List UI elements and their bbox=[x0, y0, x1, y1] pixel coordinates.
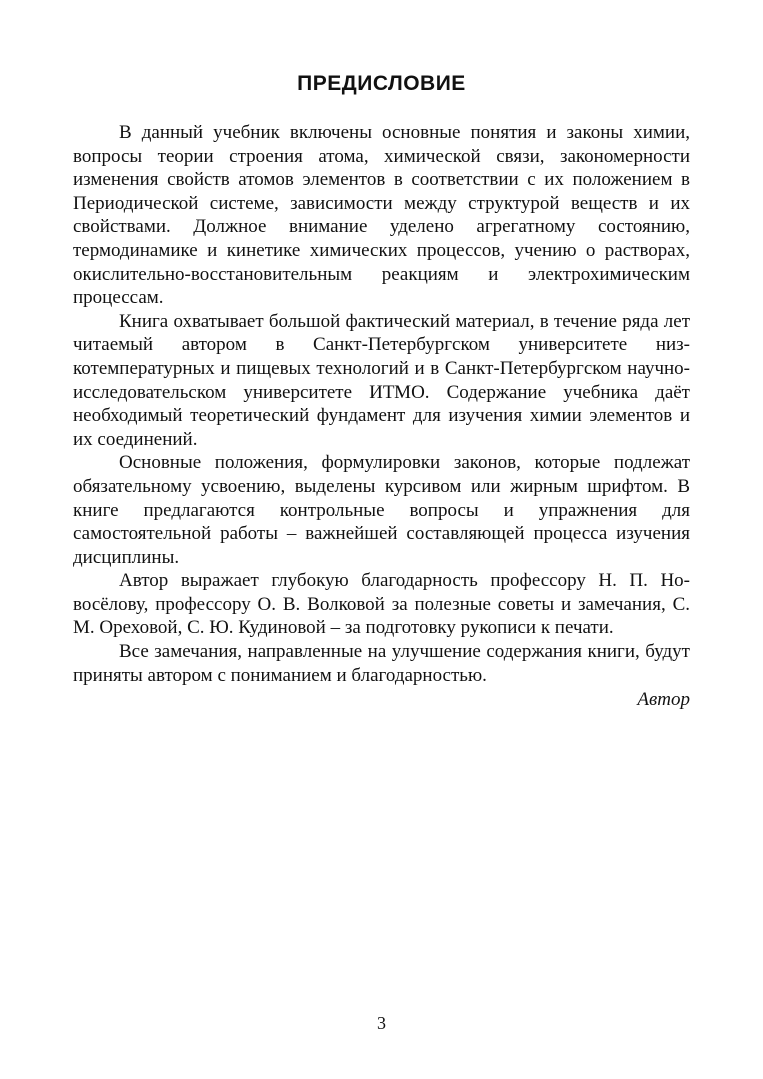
paragraph-5: Все замечания, направленные на улучшение содержания книги, будут приняты автором с пониманием и благодарностью. bbox=[73, 641, 690, 686]
paragraph-4: Автор выражает глубокую благодарность профессору Н. П. Новосёлову, профессору О. В. Волковой за полезные советы и замечания, С. М. Ореховой, С. Ю. Кудиновой – за подготовку рукописи к печати. bbox=[73, 570, 690, 639]
preface-body bbox=[73, 121, 690, 712]
paragraph-2: Книга охватывает большой фактический материал, в течение ряда лет читаемый автором в Санкт-Петербургском университете низкотемпературных и пищевых технологий и в Санкт-Петербургском научно-исследовательском университете ИТМО. Содержание учебника даёт необходимый теоретический фундамент для изучения химии элементов и их соединений. bbox=[73, 310, 690, 450]
author-signature: Автор bbox=[637, 689, 690, 711]
page-title: ПРЕДИСЛОВИЕ bbox=[297, 72, 466, 95]
paragraph-1: В данный учебник включены основные понятия и законы химии, вопросы теории строения атома, химической связи, закономерности изменения свойств атомов элементов в соответствии с их положением в Периодической системе, зависимости между структурой веществ и их свойствами. Должное внимание уделено агрегатному состоянию, термодинамике и кинетике химических процессов, учению о растворах, окислительно-восстановительным реакциям и электрохимическим процессам. bbox=[73, 122, 690, 309]
paragraph-3: Основные положения, формулировки законов, которые подлежат обязательному усвоению, выделены курсивом или жирным шрифтом. В книге предлагаются контрольные вопросы и упражнения для самостоятельной работы – важнейшей составляющей процесса изучения дисциплины. bbox=[73, 452, 690, 568]
page-number: 3 bbox=[377, 1013, 386, 1033]
